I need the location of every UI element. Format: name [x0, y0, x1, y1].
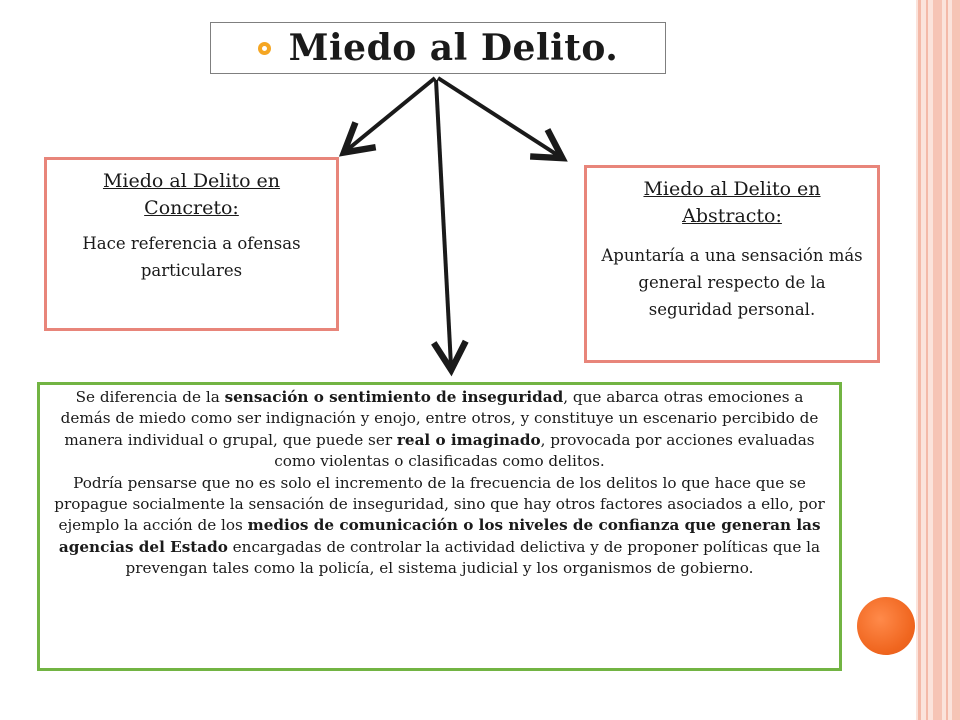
- detail-p1-text-1: Se diferencia de la: [75, 388, 225, 406]
- detail-p1-bold-1: sensación o sentimiento de inseguridad: [224, 388, 564, 406]
- detail-p2-text-1: Podría pensarse que no es solo el incremento de la frecuencia de los delitos lo que hace que se propague socialmente la sensación de inseguridad, sino que hay otros factores asociados a ello, por ejemplo la acción de los: [54, 473, 825, 535]
- detail-p1-bold-2: real o imaginado: [396, 430, 541, 449]
- detail-p2-text-2: encargadas de controlar la actividad delictiva y de proponer políticas que la prevengan tales como la policía, el sistema judicial y los organismos de gobierno.: [125, 537, 821, 578]
- title-box: [210, 22, 666, 74]
- abstracto-text: Apuntaría a una sensación más general respecto de la seguridad personal.: [601, 246, 863, 319]
- detail-p1-text-3: , provocada por acciones evaluadas como violentas o clasificadas como delitos.: [274, 430, 815, 471]
- concreto-text: Hace referencia a ofensas particulares: [82, 234, 301, 280]
- detail-p2-bold-1: medios de comunicación o los niveles de confianza que generan las agencias del Estado: [58, 516, 821, 556]
- diagram-title: Miedo al Delito.: [288, 27, 619, 69]
- concreto-box: [44, 157, 339, 331]
- abstracto-heading: Miedo al Delito en Abstracto:: [643, 178, 821, 227]
- accent-circle: [857, 597, 915, 655]
- detail-p1-text-2: , que abarca otras emociones a demás de miedo como ser indignación y enojo, entre otros, y constituye un escenario percibido de manera individual o grupal, que puede ser: [60, 388, 819, 449]
- decorative-stripes: [916, 0, 960, 720]
- detail-paragraph-1: [52, 387, 827, 473]
- arrow-to-detail: [436, 80, 451, 366]
- concreto-heading: Miedo al Delito en Concreto:: [102, 170, 281, 219]
- abstracto-box: [584, 165, 880, 363]
- detail-paragraph-2: [52, 473, 827, 580]
- bullet-icon: [258, 42, 271, 55]
- detail-box: [37, 382, 842, 671]
- arrow-to-concreto: [347, 78, 435, 150]
- arrow-to-abstracto: [438, 78, 559, 156]
